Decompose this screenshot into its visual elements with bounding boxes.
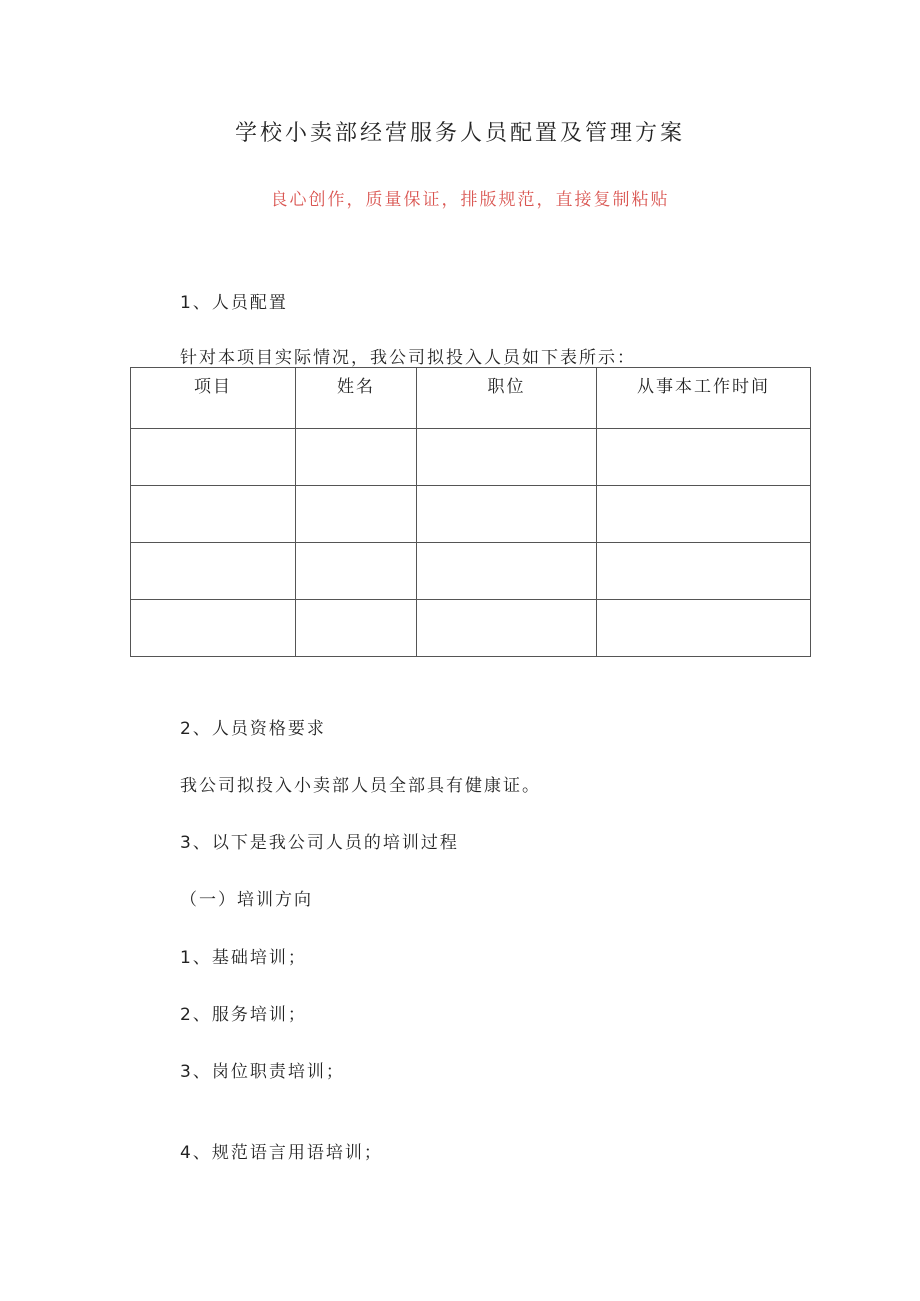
header-name: 姓名 (296, 368, 417, 429)
section-3-heading: 3、以下是我公司人员的培训过程 (180, 833, 459, 853)
table-cell (131, 486, 296, 543)
list-item-language-training: 4、规范语言用语培训； (180, 1143, 383, 1163)
table-cell (296, 486, 417, 543)
table-cell (597, 543, 811, 600)
table-row (131, 429, 811, 486)
table-cell (597, 486, 811, 543)
section-1-intro: 针对本项目实际情况，我公司拟投入人员如下表所示： (180, 348, 636, 368)
document-subtitle: 良心创作，质量保证，排版规范，直接复制粘贴 (270, 190, 670, 210)
table-header-row (131, 368, 811, 429)
list-item-duty-training: 3、岗位职责培训； (180, 1062, 345, 1082)
header-position: 职位 (417, 368, 597, 429)
table-cell (417, 543, 597, 600)
table-cell (131, 429, 296, 486)
table-cell (417, 486, 597, 543)
table-cell (296, 543, 417, 600)
table-row (131, 543, 811, 600)
table-row (131, 486, 811, 543)
section-1-heading: 1、人员配置 (180, 293, 288, 313)
header-project: 项目 (131, 368, 296, 429)
table-cell (296, 600, 417, 657)
section-2-text: 我公司拟投入小卖部人员全部具有健康证。 (180, 776, 541, 796)
table-row (131, 600, 811, 657)
table-cell (417, 600, 597, 657)
section-2-heading: 2、人员资格要求 (180, 719, 326, 739)
table-cell (417, 429, 597, 486)
section-3-subheading: （一）培训方向 (180, 890, 313, 910)
table-cell (296, 429, 417, 486)
list-item-basic-training: 1、基础培训； (180, 948, 307, 968)
list-item-service-training: 2、服务培训； (180, 1005, 307, 1025)
table-cell (597, 429, 811, 486)
table-cell (597, 600, 811, 657)
table-cell (131, 600, 296, 657)
document-title: 学校小卖部经营服务人员配置及管理方案 (234, 121, 685, 146)
table-cell (131, 543, 296, 600)
header-work-duration: 从事本工作时间 (597, 368, 811, 429)
staff-table (130, 367, 811, 657)
